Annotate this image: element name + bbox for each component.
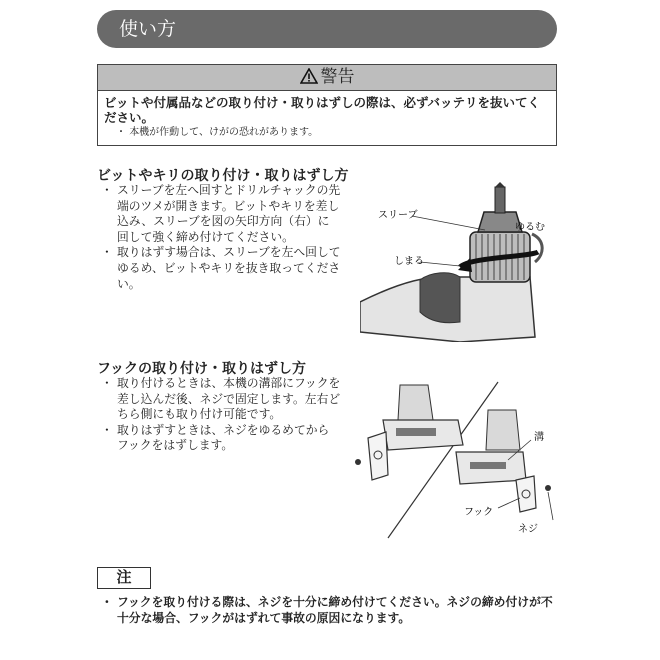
label-sleeve: スリーブ (378, 210, 418, 221)
label-tighten: しまる (394, 256, 424, 267)
label-screw: ネジ (518, 524, 538, 535)
page-title: 使い方 (97, 10, 557, 48)
warning-box (97, 64, 557, 146)
warning-heading-text: 警告 (320, 67, 355, 87)
note-label: 注 (97, 567, 151, 589)
bit-section-title: ビットやキリの取り付け・取りはずし方 (97, 168, 349, 184)
warning-text: ビットや付属品などの取り付け・取りはずしの際は、必ずバッテリを抜いてください。 (104, 95, 541, 125)
warning-heading (98, 65, 556, 91)
warning-triangle-icon (300, 67, 318, 92)
list-item: ・ 取りはずす場合は、スリーブを左へ回してゆるめ、ビットやキリを抜き取ってください。 (101, 245, 341, 291)
label-hook: フック (464, 507, 494, 518)
list-item: ・ 取りはずすときは、ネジをゆるめてからフックをはずします。 (101, 422, 330, 453)
list-item: ・ 取り付けるときは、本機の溝部にフックを差し込んだ後、ネジで固定します。左右どちら側にも取り付け可能です。 (101, 376, 341, 422)
hook-section-title: フックの取り付け・取りはずし方 (97, 361, 307, 377)
warning-bullet: ・ 本機が作動して、けがの恐れがあります。 (116, 127, 319, 138)
drill-chuck-figure (360, 182, 560, 342)
note-text (101, 594, 561, 626)
bit-section-bullets (101, 183, 341, 292)
label-groove: 溝 (534, 432, 544, 443)
list-item: ・ フックを取り付ける際は、ネジを十分に締め付けてください。ネジの締め付けが不十分な場合、フックがはずれて事故の原因になります。 (101, 595, 553, 625)
hook-section-bullets (101, 376, 341, 454)
label-loosen: ゆるむ (515, 222, 545, 233)
list-item: ・ スリーブを左へ回すとドリルチャックの先端のツメが開きます。ビットやキリを差し込み、スリーブを図の矢印方向（右）に回して強く締め付けてください。 (101, 183, 341, 244)
hook-attach-figure (348, 380, 560, 540)
